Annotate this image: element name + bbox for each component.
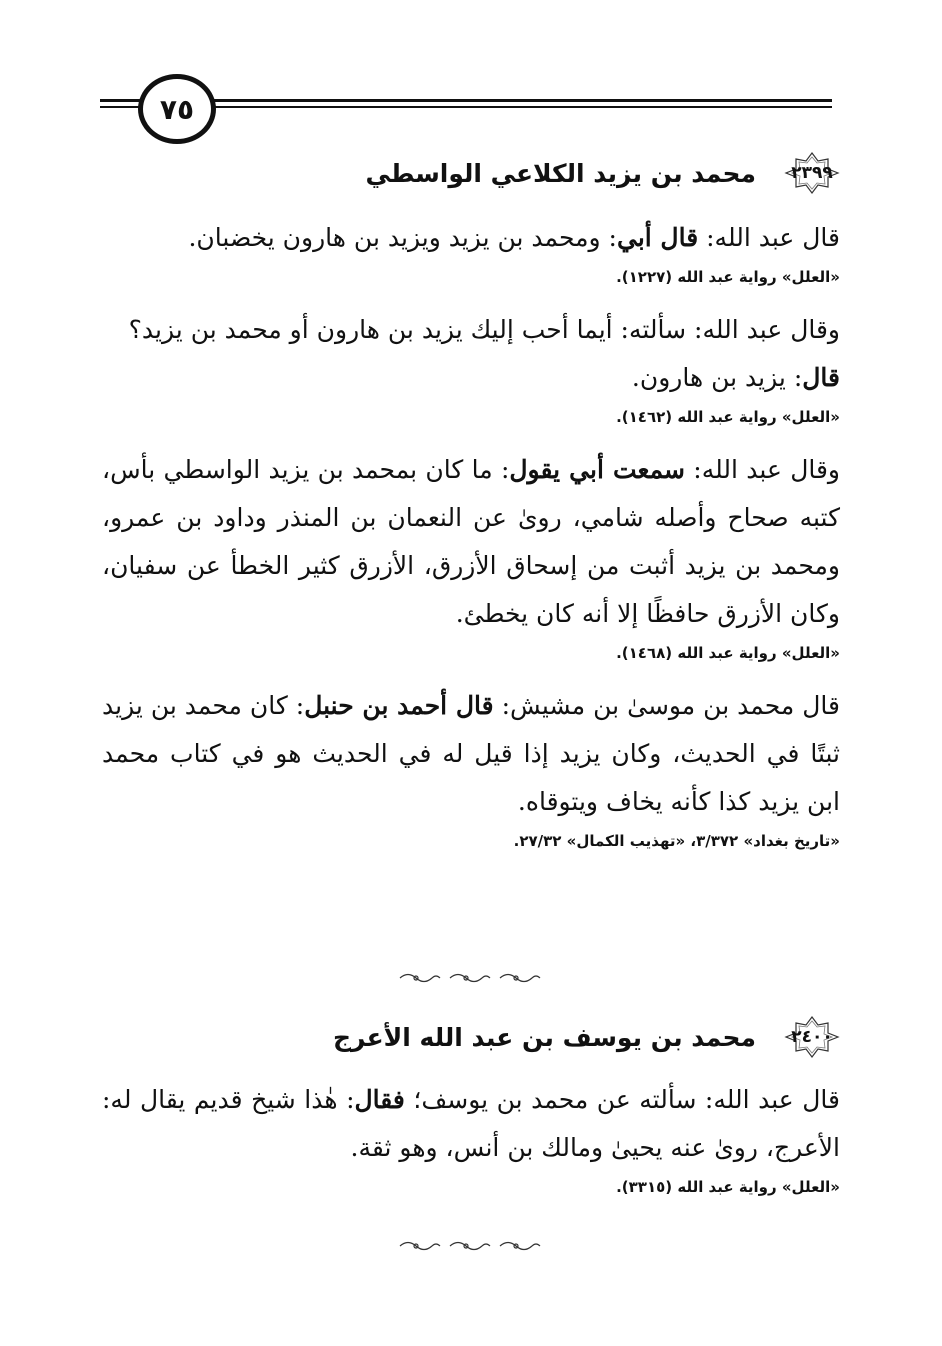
entry-number: ٢٤٠٠ bbox=[791, 1027, 833, 1047]
paragraph bbox=[102, 446, 840, 638]
citation: «العلل» رواية عبد الله (١٢٢٧). bbox=[616, 268, 840, 286]
entry-2400 bbox=[102, 1012, 840, 1202]
text-run: قال محمد بن موسىٰ بن مشيش: bbox=[493, 691, 840, 720]
text-run: : كان محمد بن يزيد ثبتًا في الحديث، وكان يزيد إذا قيل له في الحديث هو في كتاب محمد ابن يزيد كذا كأنه يخاف ويتوقاه. bbox=[102, 691, 840, 816]
text-run-bold: فقال bbox=[354, 1085, 405, 1114]
text-run: قال عبد الله: bbox=[698, 223, 840, 252]
text-run: : ما كان بمحمد بن يزيد الواسطي بأس، كتبه صحاح وأصله شامي، روىٰ عن النعمان بن المنذر وداود بن عمرو، ومحمد بن يزيد أثبت من إسحاق الأزرق، الأزرق كثير الخطأ عن سفيان، وكان الأزرق حافظًا إلا أنه كان يخطئ. bbox=[102, 455, 840, 628]
paragraph bbox=[102, 1076, 840, 1172]
page-header bbox=[100, 68, 832, 138]
entry-number-badge bbox=[784, 151, 840, 195]
paragraph bbox=[102, 354, 840, 402]
entry-2399 bbox=[102, 148, 840, 856]
floral-divider-icon bbox=[396, 1238, 546, 1254]
page-number-badge bbox=[138, 74, 216, 144]
text-run-bold: قال bbox=[802, 363, 840, 392]
entry-header bbox=[102, 1012, 840, 1062]
ornament-divider bbox=[0, 970, 942, 996]
paragraph bbox=[102, 306, 840, 354]
entry-number-badge bbox=[784, 1015, 840, 1059]
entry-title: محمد بن يوسف بن عبد الله الأعرج bbox=[333, 1022, 756, 1052]
paragraph bbox=[102, 682, 840, 826]
text-run: وقال عبد الله: سألته: أيما أحب إليك يزيد بن هارون أو محمد بن يزيد؟ bbox=[128, 315, 840, 344]
ornament-divider bbox=[0, 1238, 942, 1264]
citation: «تاريخ بغداد» ٣/٣٧٢، «تهذيب الكمال» ٢٧/٣٢. bbox=[513, 832, 840, 850]
text-run-bold: قال أحمد بن حنبل bbox=[304, 691, 494, 720]
text-run: وقال عبد الله: bbox=[684, 455, 840, 484]
text-run-bold: سمعت أبي يقول bbox=[509, 455, 685, 484]
entry-title: محمد بن يزيد الكلاعي الواسطي bbox=[365, 158, 756, 188]
citation: «العلل» رواية عبد الله (٣٣١٥). bbox=[616, 1178, 840, 1196]
text-run: : ومحمد بن يزيد ويزيد بن هارون يخضبان. bbox=[188, 223, 617, 252]
page-number: ٧٥ bbox=[159, 92, 195, 126]
entry-number: ٢٣٩٩ bbox=[791, 163, 833, 183]
text-run: : يزيد بن هارون. bbox=[631, 363, 803, 392]
entry-header bbox=[102, 148, 840, 198]
text-run: قال عبد الله: سألته عن محمد بن يوسف؛ bbox=[404, 1085, 840, 1114]
citation: «العلل» رواية عبد الله (١٤٦٨). bbox=[616, 644, 840, 662]
text-run-bold: قال أبي bbox=[616, 223, 699, 252]
text-run: : هٰذا شيخ قديم يقال له: الأعرج، روىٰ عنه يحيىٰ ومالك بن أنس، وهو ثقة. bbox=[102, 1085, 840, 1162]
floral-divider-icon bbox=[396, 970, 546, 986]
citation: «العلل» رواية عبد الله (١٤٦٢). bbox=[616, 408, 840, 426]
paragraph bbox=[102, 214, 840, 262]
